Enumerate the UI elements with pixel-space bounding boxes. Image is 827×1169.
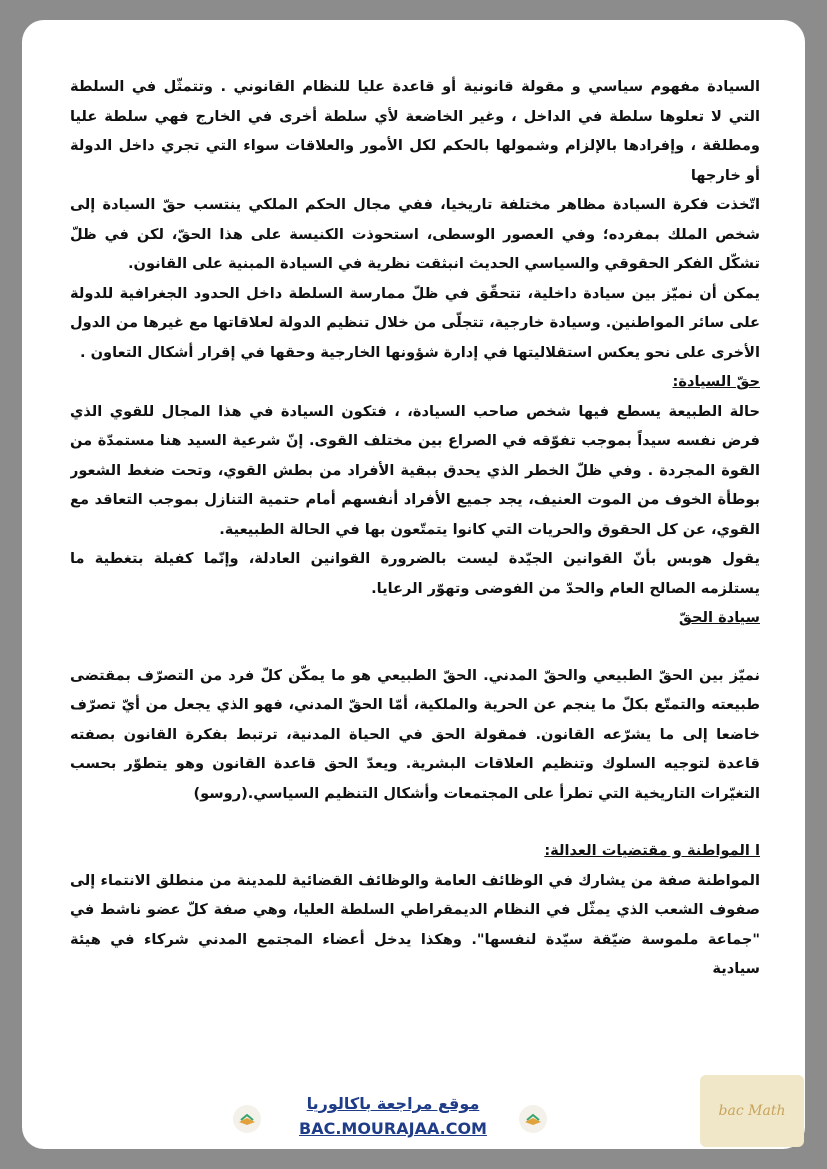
paragraph-gap <box>70 808 760 836</box>
paragraph: السيادة مفهوم سياسي و مقولة قانونية أو قاعدة عليا للنظام القانوني . وتتمثّل في السلطة التي لا تعلوها سلطة في الداخل ، وغير الخاضعة لأي سلطة أخرى في الخارج فهي سلطة عليا ومطلقة ، وإفرادها بالإلزام وشمولها بالحكم لكل الأمور والعلاقات سواء التي تجري داخل الدولة أو خارجها <box>70 78 760 184</box>
paragraph: المواطنة صفة من يشارك في الوظائف العامة والوظائف القضائية للمدينة من منطلق الانتماء إلى صفوف الشعب الذي يمثّل في النظام الديمقراطي السلطة العليا، وهي صفة كلّ عضو ناشط في "جماعة ملموسة ضيّقة سيّدة لنفسها". وهكذا يدخل أعضاء المجتمع المدني شركاء في هيئة سيادية <box>70 871 760 977</box>
paragraph: نميّز بين الحقّ الطبيعي والحقّ المدني. الحقّ الطبيعي هو ما يمكّن كلّ فرد من التصرّف بمقتضى طبيعته والتمتّع بكلّ ما ينجم عن الحرية والملكية، أمّا الحقّ المدني، فهو الذي يجعل من أيّ تصرّف خاضعا إلى ما يشرّعه القانون. فمقولة الحق في الحياة المدنية، ترتبط بفكرة القانون بصفته قاعدة لتوجيه السلوك وتنظيم العلاقات البشرية. ويعدّ الحق قاعدة القانون وهو يتطوّر بحسب التغيّرات التاريخية التي تطرأ على المجتمعات وأشكال التنظيم السياسي.(روسو) <box>70 666 760 802</box>
document-body <box>70 72 760 1082</box>
section-heading: حقّ السيادة: <box>672 373 760 390</box>
bac-math-logo-text: bac Math <box>718 1103 786 1119</box>
book-logo-left <box>232 1104 262 1134</box>
bac-math-logo <box>700 1075 804 1147</box>
site-footer <box>288 1094 498 1138</box>
book-logo-right <box>518 1104 548 1134</box>
site-name[interactable]: موقع مراجعة باكالوريا <box>306 1094 480 1113</box>
paragraph: يقول هوبس بأنّ القوانين الجيّدة ليست بالضرورة القوانين العادلة، وإنّما كفيلة بتغطية ما يستلزمه الصالح العام والحدّ من الفوضى وتهوّر الرعايا. <box>70 550 760 597</box>
paragraph-gap <box>70 633 760 661</box>
paragraph: حالة الطبيعة يسطع فيها شخص صاحب السيادة، ، فتكون السيادة في هذا المجال للقوي الذي فرض نفسه سيداً بموجب تفوّقه في الصراع بين مختلف القوى. إنّ شرعية السيد هنا مستمدّة من القوة المجردة . وفي ظلّ الخطر الذي يحدق ببقية الأفراد من بطش القوي، وتحت ضغط الشعور بوطأة الخوف من الموت العنيف، يجد جميع الأفراد أنفسهم أمام حتمية التنازل بموجب التعاقد مع القوي، عن كل الحقوق والحريات التي كانوا يتمتّعون بها في الحالة الطبيعية. <box>70 402 760 538</box>
paragraph: يمكن أن نميّز بين سيادة داخلية، تتحقّق في ظلّ ممارسة السلطة داخل الحدود الجغرافية للدولة على سائر المواطنين. وسيادة خارجية، تتجلّى من خلال تنظيم الدولة لعلاقاتها مع غيرها من الدول الأخرى على نحو يعكس استقلاليتها في إدارة شؤونها الخارجية وحقها في إقرار أشكال التعاون . <box>70 284 760 361</box>
site-url-link[interactable]: BAC.MOURAJAA.COM <box>299 1119 487 1138</box>
section-heading: سيادة الحقّ <box>678 609 760 626</box>
section-heading: ا المواطنة و مقتضيات العدالة: <box>544 842 760 859</box>
paragraph: اتّخذت فكرة السيادة مظاهر مختلفة تاريخيا، ففي مجال الحكم الملكي ينتسب حقّ السيادة إلى شخص الملك بمفرده؛ وفي العصور الوسطى، استحوذت الكنيسة على هذا الحقّ، لكن في ظلّ تشكّل الفكر الحقوقي والسياسي الحديث انبثقت نظرية في السيادة المبنية على القانون. <box>70 196 760 272</box>
